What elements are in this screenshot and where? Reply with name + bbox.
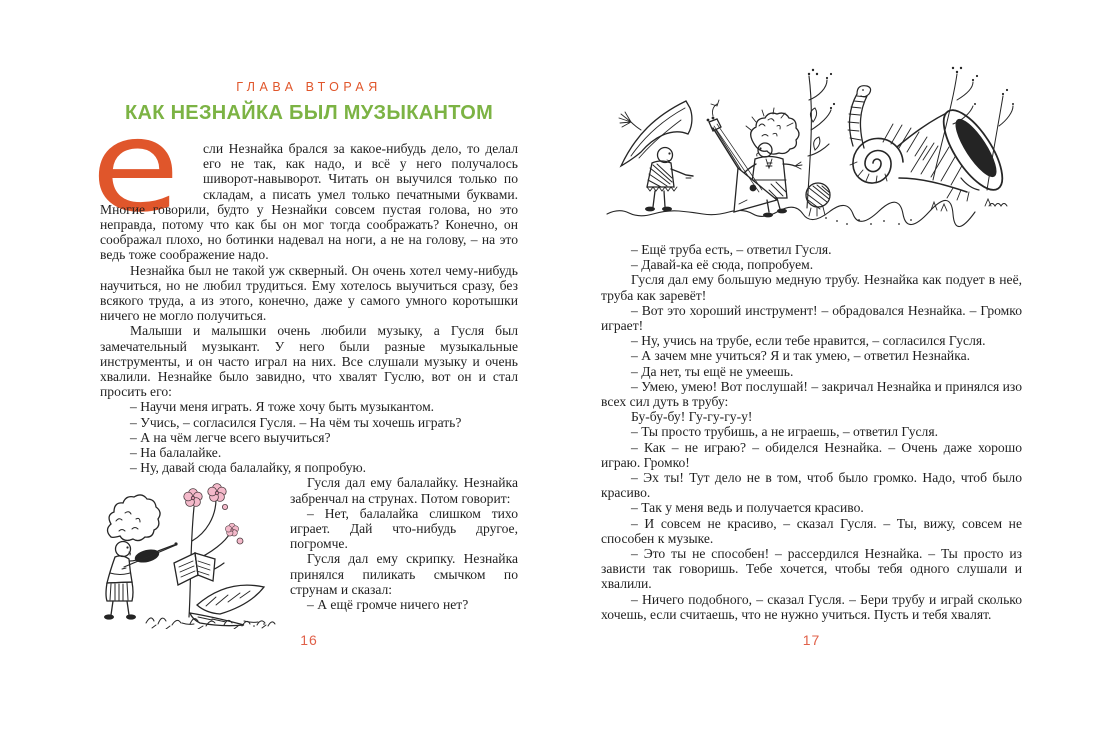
dialogue-line: – Учись, – согласился Гусля. – На чём ты хочешь играть?: [130, 414, 462, 430]
dialogue-line: – Ну, учись на трубе, если тебе нравится, – согласился Гусля.: [631, 333, 986, 349]
dialogue-line: – Ничего подобного, – сказал Гусля. – Бери трубу и играй сколько хочешь, если считаешь, что не нужно учиться. Пусть и тебя хвалят.: [601, 591, 1022, 622]
dialogue-line: – Ну, давай сюда балалайку, я попробую.: [130, 460, 367, 476]
dialogue-line: – Научи меня играть. Я тоже хочу быть музыкантом.: [130, 399, 435, 415]
chapter-label: ГЛАВА ВТОРАЯ: [236, 80, 382, 94]
dialogue-line: – Да нет, ты ещё не умеешь.: [631, 363, 794, 379]
right-body-text: [601, 242, 1022, 622]
paragraph: Гусля дал ему балалайку. Незнайка забренчал на струнах. Потом говорит:: [290, 475, 518, 506]
illustrated-section: [100, 475, 518, 629]
paragraph: Бу-бу-бу! Гу-гу-гу-у!: [631, 409, 753, 425]
dialogue-line: – Ещё труба есть, – ответил Гусля.: [631, 242, 832, 257]
dialogue-line: – Это ты не способен! – рассердился Незнайка. – Ты просто из зависти так говоришь. Тебе хочется, чтобы тебя одного слушали и хвалили.: [601, 546, 1022, 592]
dialogue-line: – Как – не играю? – обиделся Незнайка. – Очень даже хорошо играю. Громко!: [601, 439, 1022, 470]
dialogue-line: – Умею, умею! Вот послушай! – закричал Незнайка и принялся изо всех сил дуть в трубу:: [601, 378, 1022, 410]
paragraph-text: сли Незнайка брался за какое-нибудь дело, то делал его не так, как надо, и всё у него получалось шиворот-навыворот. Читать он выучился только по складам, а писать умел только печатными буквами. Многие говорили, будто у Незнайки совсем пустая голова, но это неправда, потому что как бы он мог тогда соображать? Конечно, он соображал плохо, но ботинки надевал на ноги, а не на голову, – на это ведь тоже соображение надо.: [100, 141, 518, 263]
dialogue-line: – Так у меня ведь и получается красиво.: [631, 500, 864, 516]
drop-cap-letter: е: [90, 93, 180, 241]
dialogue-line: – И совсем не красиво, – сказал Гусля. – Ты, вижу, совсем не способен к музыке.: [601, 515, 1022, 546]
dialogue-line: – Вот это хороший инструмент! – обрадовался Незнайка. – Громко играет!: [601, 302, 1022, 334]
page-number-right: 17: [802, 632, 821, 648]
drop-cap: [90, 93, 203, 241]
dialogue-line: – Эх ты! Тут дело не в том, чтоб было громко. Надо, чтоб было красиво.: [601, 470, 1022, 501]
right-page: [601, 60, 1022, 622]
dialogue-line: – Ты просто трубишь, а не играешь, – ответил Гусля.: [631, 424, 938, 440]
paragraph: Незнайка был не такой уж скверный. Он очень хотел чему-нибудь научиться, но не любил трудиться. Ему хотелось выучиться сразу, без всякого труда, а из этого, конечно, даже у самого умного коротышки ничего не могло получиться.: [100, 262, 518, 324]
paragraph: Гусля дал ему скрипку. Незнайка принялся пиликать смычком по струнам и сказал:: [290, 551, 518, 597]
paragraph: Гусля дал ему большую медную трубу. Незнайка как подует в неё, труба как заревёт!: [601, 272, 1022, 303]
horn-scene-illustration: [601, 60, 1021, 232]
dialogue-line: – Нет, балалайка слишком тихо играет. Дай что-нибудь другое, погромче.: [290, 505, 518, 552]
dialogue-line: – А ещё громче ничего нет?: [307, 597, 469, 613]
dialogue-line: – На балалайке.: [130, 445, 222, 461]
chapter-title: КАК НЕЗНАЙКА БЫЛ МУЗЫКАНТОМ: [124, 102, 494, 124]
left-page: [90, 80, 518, 629]
dialogue-line: – А зачем мне учиться? Я и так умею, – ответил Незнайка.: [631, 348, 971, 364]
paragraph: Малыши и малышки очень любили музыку, а Гусля был замечательный музыкант. У него были разные музыкальные инструменты, и он часто играл на них. Все слушали музыку и очень хвалили. Незнайке было завидно, что хвалят Гуслю, вот он и стал просить его:: [100, 323, 518, 400]
dialogue-line: – Давай-ка её сюда, попробуем.: [631, 257, 814, 273]
dialogue-line: – А на чём легче всего выучиться?: [130, 429, 331, 445]
violin-boy-illustration: [94, 477, 280, 629]
page-number-left: 16: [300, 632, 318, 648]
